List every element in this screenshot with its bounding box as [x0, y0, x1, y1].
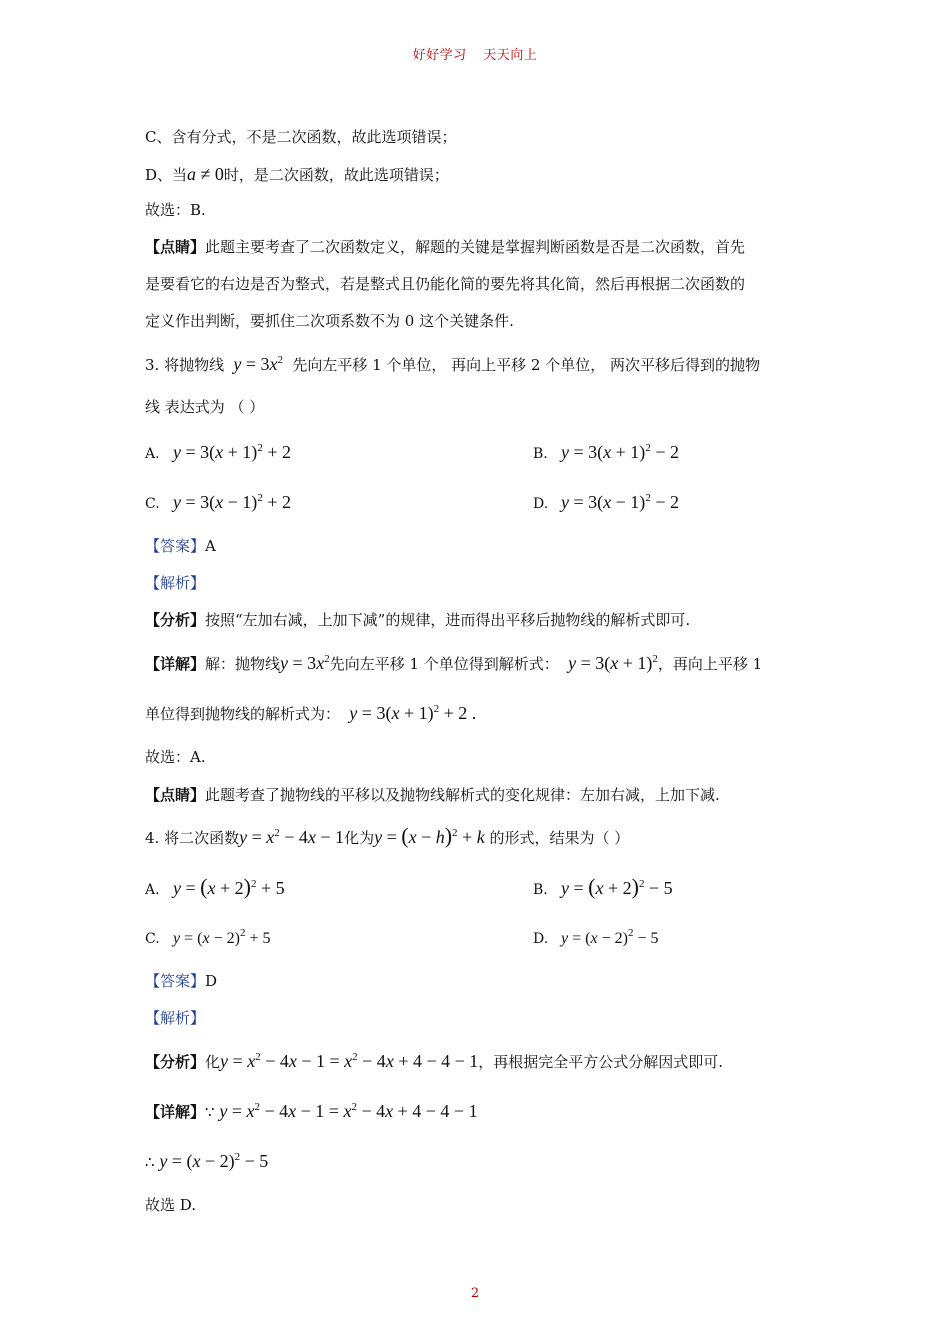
q4-fenxi: 【分析】化$y = x^2 - 4x - 1 = x^2 - 4x + 4 - 4 - 1$，再根据完全平方公式分解因式即可.: [145, 1051, 724, 1071]
q4-option-d: D. $y = (x - 2)^2 - 5$: [533, 927, 659, 947]
q3-analysis-heading: 【解析】: [145, 574, 206, 592]
q4-detail-line-2: ∴ $y = (x - 2)^2 - 5$: [145, 1151, 269, 1171]
q4-detail-line-1: 【详解】∵ $y = x^2 - 4x - 1 = x^2 - 4x + 4 - 4 - 1$: [145, 1101, 478, 1121]
page-header: [0, 44, 950, 63]
q3-option-c: C. $y = 3(x - 1)^2 + 2$: [145, 492, 291, 512]
q3-fenxi: 【分析】按照“左加右减，上加下减”的规律，进而得出平移后抛物线的解析式即可.: [145, 611, 691, 629]
q3-detail-line-2: 单位得到抛物线的解析式为： $y = 3(x + 1)^2 + 2$ .: [145, 703, 477, 723]
q3-option-d: D. $y = 3(x - 1)^2 - 2$: [533, 492, 679, 512]
q4-stem: 4. 将二次函数$y = x^2 - 4x - 1$化为$y = (x - h)^2 + k$ 的形式，结果为（ ）: [145, 823, 630, 848]
q3-stem-line-1: 3. 将抛物线 $y = 3x^2$ 先向左平移 1 个单位， 再向上平移 2 个单位， 两次平移后得到的抛物: [145, 354, 761, 374]
q3-stem-line-2: 线 表达式为 （ ）: [145, 398, 265, 416]
q3-option-a: A. $y = 3(x + 1)^2 + 2$: [145, 442, 291, 462]
option-d-explanation: D、当a ≠ 0时，是二次函数，故此选项错误；: [145, 164, 449, 184]
q3-option-b: B. $y = 3(x + 1)^2 - 2$: [533, 442, 679, 462]
math-y-3x2: $y = 3x^2$: [233, 354, 284, 374]
q4-option-c: C. $y = (x - 2)^2 + 5$: [145, 927, 271, 947]
q2-final-answer: 故选：B.: [145, 201, 206, 219]
q3-final: 故选：A.: [145, 748, 206, 766]
q3-answer: 【答案】A: [145, 537, 216, 555]
header-right-text: 天天向上: [483, 48, 538, 63]
page-number: 2: [470, 1286, 480, 1301]
q2-comment-line-3: 定义作出判断，要抓住二次项系数不为 0 这个关键条件.: [145, 312, 514, 330]
q4-option-a: A. $y = (x + 2)^2 + 5$: [145, 874, 285, 899]
q4-answer: 【答案】D: [145, 972, 218, 990]
q2-comment-line-2: 是要看它的右边是否为整式，若是整式且仍能化简的要先将其化简，然后再根据二次函数的: [145, 275, 746, 293]
header-left-text: 好好学习: [412, 48, 467, 63]
q4-option-b: B. $y = (x + 2)^2 - 5$: [533, 874, 673, 899]
q3-detail-line-1: 【详解】解：抛物线$y = 3x^2$先向左平移 1 个单位得到解析式： $y = 3(x + 1)^2$，再向上平移 1: [145, 653, 763, 673]
option-c-explanation: C、含有分式，不是二次函数，故此选项错误；: [145, 128, 457, 146]
q4-analysis-heading: 【解析】: [145, 1009, 206, 1027]
math-a-neq-0: a ≠ 0: [187, 164, 224, 184]
q3-comment: 【点睛】此题考查了抛物线的平移以及抛物线解析式的变化规律：左加右减，上加下减.: [145, 786, 720, 804]
q2-comment-line-1: 【点睛】此题主要考查了二次函数定义，解题的关键是掌握判断函数是否是二次函数，首先: [145, 238, 746, 256]
q4-final: 故选 D.: [145, 1196, 197, 1214]
